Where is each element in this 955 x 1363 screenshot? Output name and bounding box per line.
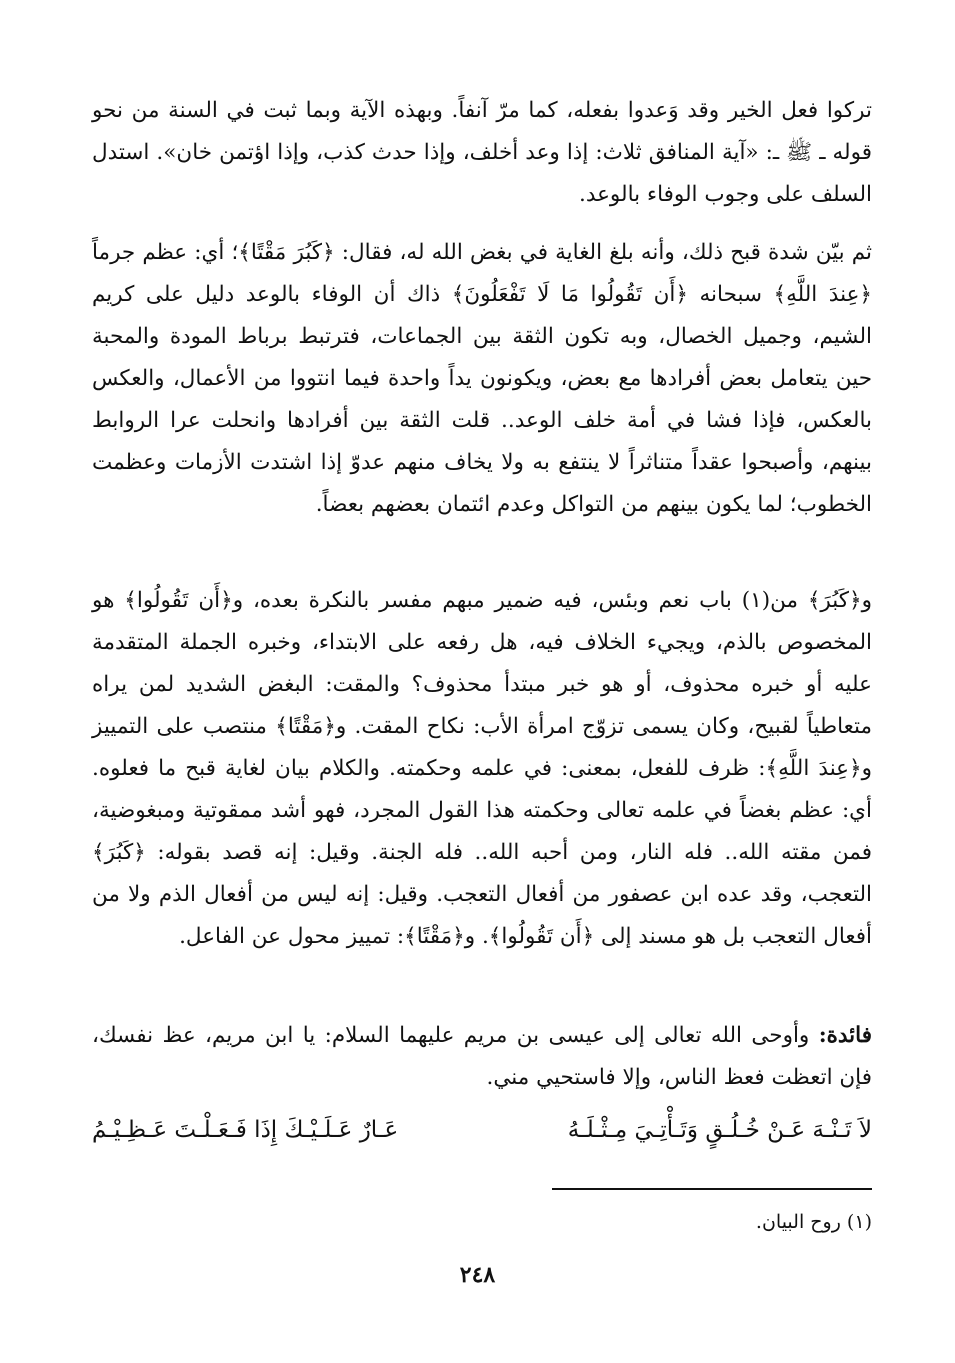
faida-paragraph — [92, 1015, 872, 1099]
page-number: ٢٤٨ — [459, 1262, 496, 1288]
paragraph-2: ثم بيّن شدة قبح ذلك، وأنه بلغ الغاية في بغض الله له، فقال: ﴿كَبُرَ مَقْتًا﴾؛ أي: عظم جرماً ﴿عِندَ اللَّهِ﴾ سبحانه ﴿أَن تَقُولُوا مَا لَا تَفْعَلُونَ﴾ ذاك أن الوفاء بالوعد دليل على كريم الشيم، وجميل الخصال، وبه تكون الثقة بين الجماعات، فترتبط برباط المودة والمحبة حين يتعامل بعض أفرادها مع بعض، ويكونون يداً واحدة فيما انتووا من الأعمال، والعكس بالعكس، فإذا فشا في أمة خلف الوعد.. قلت الثقة بين أفرادها وانحلت عرا الروابط بينهم، وأصبحوا عقداً متناثراً لا ينتفع به ولا يخاف منهم عدوّ إذا اشتدت الأزمات وعظمت الخطوب؛ لما يكون بينهم من التواكل وعدم ائتمان بعضهم بعضاً. — [92, 240, 872, 517]
footnote-separator — [552, 1188, 872, 1190]
paragraph-3: و﴿كَبُرَ﴾ من(١) باب نعم وبئس، فيه ضمير مبهم مفسر بالنكرة بعده، و﴿أَن تَقُولُوا﴾ هو المخصوص بالذم، ويجيء الخلاف فيه، هل رفعه على الابتداء، وخبره الجملة المتقدمة عليه أو خبره محذوف، أو هو خبر مبتدأ محذوف؟ والمقت: البغض الشديد لمن يراه متعاطياً لقبيح، وكان يسمى تزوّج امرأة الأب: نكاح المقت. و﴿مَقْتًا﴾ منتصب على التمييز و﴿عِندَ اللَّهِ﴾: ظرف للفعل، بمعنى: في علمه وحكمته. والكلام بيان لغاية قبح ما فعلوه. أي: عظم بغضاً في علمه تعالى وحكمته هذا القول المجرد، فهو أشد ممقوتية ومبغوضية، فمن مقته الله.. فله النار، ومن أحبه الله.. فله الجنة. وقيل: إنه قصد بقوله: ﴿كَبُرَ﴾ التعجب، وقد عده ابن عصفور من أفعال التعجب. وقيل: إنه ليس من أفعال الذم ولا من أفعال التعجب بل هو مسند إلى ﴿أَن تَقُولُوا﴾. و﴿مَقْتًا﴾: تمييز محول عن الفاعل. — [92, 588, 872, 949]
paragraph-1: تركوا فعل الخير وقد وَعدوا بفعله، كما مرّ آنفاً. وبهذه الآية وبما ثبت في السنة من نحو قوله ـ ﷺ ـ: «آية المنافق ثلاث: إذا وعد أخلف، وإذا حدث كذب، وإذا اؤتمن خان». استدل السلف على وجوب الوفاء بالوعد. — [92, 98, 872, 207]
faida-label: فائدة: — [818, 1023, 872, 1048]
footnote: (١) روح البيان. — [755, 1211, 872, 1233]
verse-first-hemistich: لاَ تَـنْـهَ عَـنْ خُـلُـقٍ وَتَـأْتِـيَ مِـثْـلَـهُ — [567, 1117, 872, 1143]
poetry-verse — [92, 1108, 872, 1152]
faida-text: وأوحى الله تعالى إلى عيسى بن مريم عليهما السلام: يا ابن مريم، عظ نفسك، فإن اتعظت فعظ الناس، وإلا فاستحيي مني. — [92, 1023, 872, 1090]
verse-second-hemistich: عَـارٌ عَـلَـيْـكَ إِذَا فَـعَـلْـتَ عَـظِـيْـمُ — [92, 1117, 399, 1143]
